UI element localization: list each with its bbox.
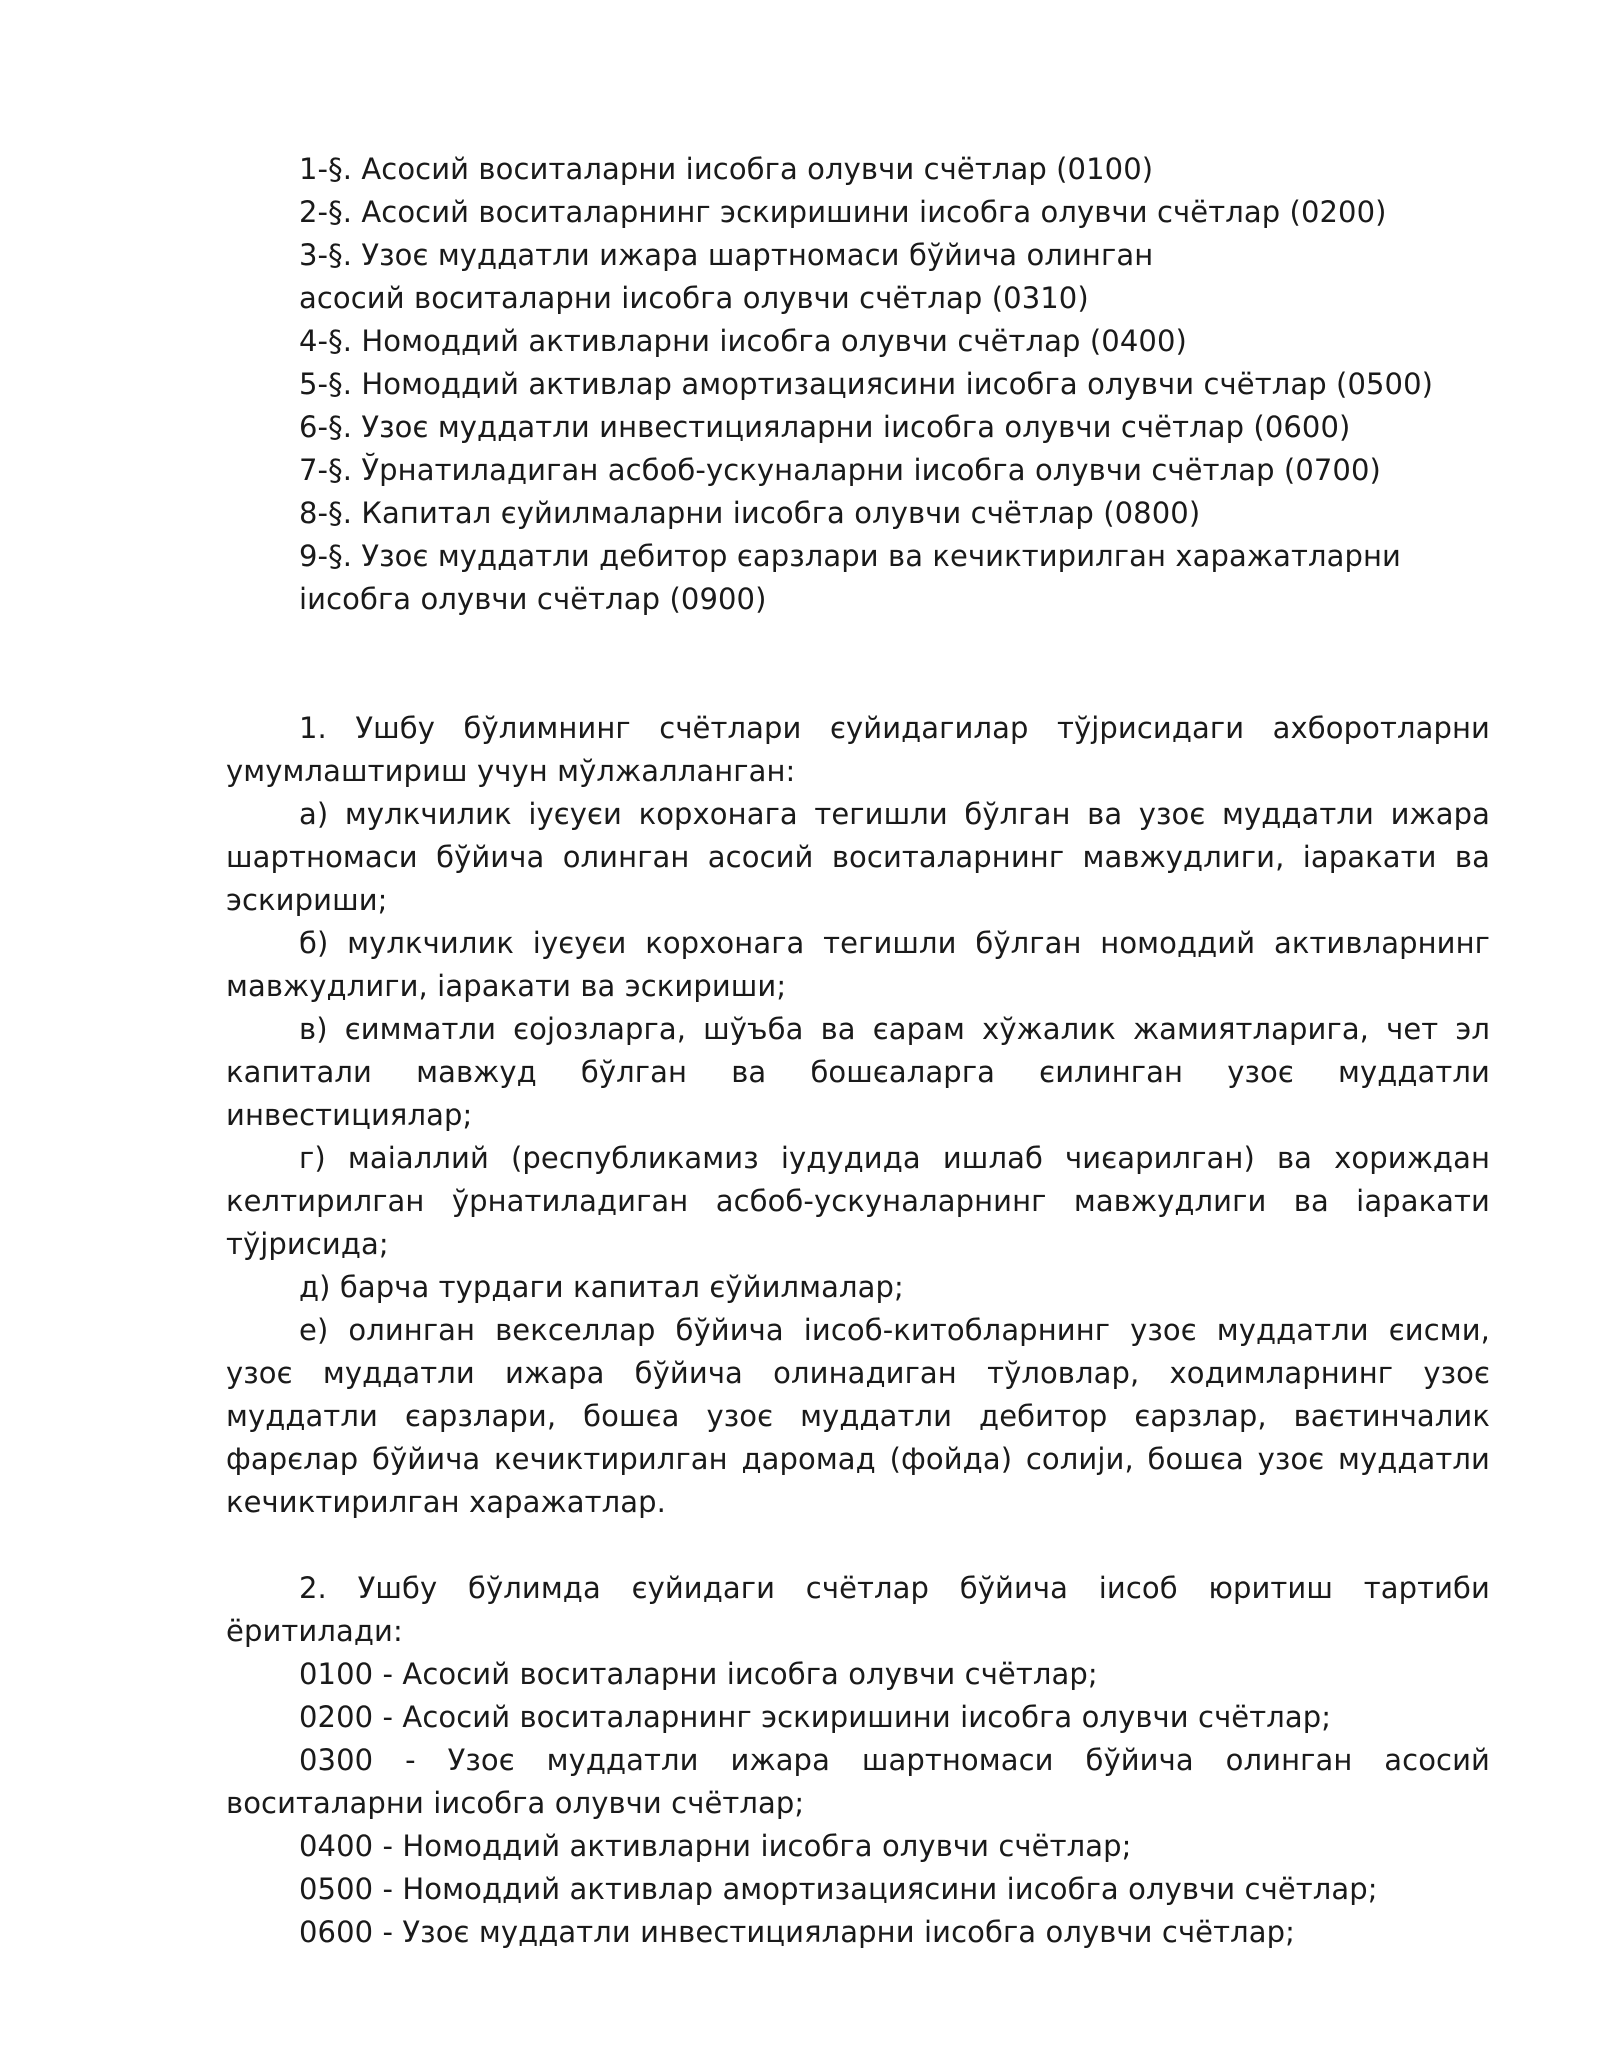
toc-line: 2-§. Асосий воситаларнинг эскиришини іисобга олувчи счётлар (0200) (299, 195, 1387, 229)
section-1-item: д) барча турдаги капитал єўйилмалар; (299, 1270, 904, 1304)
account-code-line: 0300 - Узоє муддатли ижара шартномаси бўйича олинган асосий воситаларни іисобга олувчи счётлар; (226, 1743, 1490, 1820)
section-2-intro: 2. Ушбу бўлимда єуйидаги счётлар бўйича іисоб юритиш тартиби ёритилади: (226, 1571, 1490, 1648)
toc-line: асосий воситаларни іисобга олувчи счётлар (0310) (299, 281, 1089, 315)
toc-line: 6-§. Узоє муддатли инвестицияларни іисобга олувчи счётлар (0600) (299, 410, 1351, 444)
toc-line: 3-§. Узоє муддатли ижара шартномаси бўйича олинган (299, 238, 1154, 272)
account-code-line: 0400 - Номоддий активларни іисобга олувчи счётлар; (299, 1829, 1132, 1863)
section-spacer (226, 1524, 1490, 1567)
section-1-item: в) єимматли єојозларга, шўъба ва єарам хўжалик жамиятларига, чет эл капитали мавжуд бўлган ва бошєаларга єилинган узоє муддатли инвестициялар; (226, 1012, 1490, 1132)
account-code-line: 0600 - Узоє муддатли инвестицияларни іисобга олувчи счётлар; (299, 1915, 1296, 1949)
toc-line: 1-§. Асосий воситаларни іисобга олувчи счётлар (0100) (299, 152, 1154, 186)
section-1-item: е) олинган векселлар бўйича іисоб-китобларнинг узоє муддатли єисми, узоє муддатли ижара бўйича олинадиган тўловлар, ходимларнинг узоє муддатли єарзлари, бошєа узоє муддатли дебитор єарзлар, ваєтинчалик фарєлар бўйича кечиктирилган даромад (фойда) солији, бошєа узоє муддатли кечиктирилган харажатлар. (226, 1313, 1490, 1519)
account-code-line: 0100 - Асосий воситаларни іисобга олувчи счётлар; (299, 1657, 1098, 1691)
section-1-intro: 1. Ушбу бўлимнинг счётлари єуйидагилар тўјрисидаги ахборотларни умумлаштириш учун мўлжалланган: (226, 711, 1490, 788)
section-1 (226, 707, 1490, 1524)
account-code-line: 0500 - Номоддий активлар амортизациясини іисобга олувчи счётлар; (299, 1872, 1378, 1906)
toc-line: 9-§. Узоє муддатли дебитор єарзлари ва кечиктирилган харажатларни (299, 539, 1401, 573)
toc-line: 7-§. Ўрнатиладиган асбоб-ускуналарни іисобга олувчи счётлар (0700) (299, 453, 1381, 487)
section-2 (226, 1567, 1490, 1954)
section-1-item: г) маіаллий (республикамиз іудудида ишлаб чиєарилган) ва хориждан келтирилган ўрнатиладиган асбоб-ускуналарнинг мавжудлиги ва іаракати тўјрисида; (226, 1141, 1490, 1261)
toc-line: 5-§. Номоддий активлар амортизациясини іисобга олувчи счётлар (0500) (299, 367, 1434, 401)
section-spacer (226, 621, 1490, 707)
toc-line: 4-§. Номоддий активларни іисобга олувчи счётлар (0400) (299, 324, 1187, 358)
table-of-contents (299, 148, 1490, 621)
section-1-item: а) мулкчилик іуєуєи корхонага тегишли бўлган ва узоє муддатли ижара шартномаси бўйича олинган асосий воситаларнинг мавжудлиги, іаракати ва эскириши; (226, 797, 1490, 917)
toc-line: іисобга олувчи счётлар (0900) (299, 582, 767, 616)
document-page (226, 148, 1490, 1954)
account-code-line: 0200 - Асосий воситаларнинг эскиришини іисобга олувчи счётлар; (299, 1700, 1332, 1734)
section-1-item: б) мулкчилик іуєуєи корхонага тегишли бўлган номоддий активларнинг мавжудлиги, іаракати ва эскириши; (226, 926, 1490, 1003)
toc-line: 8-§. Капитал єуйилмаларни іисобга олувчи счётлар (0800) (299, 496, 1201, 530)
